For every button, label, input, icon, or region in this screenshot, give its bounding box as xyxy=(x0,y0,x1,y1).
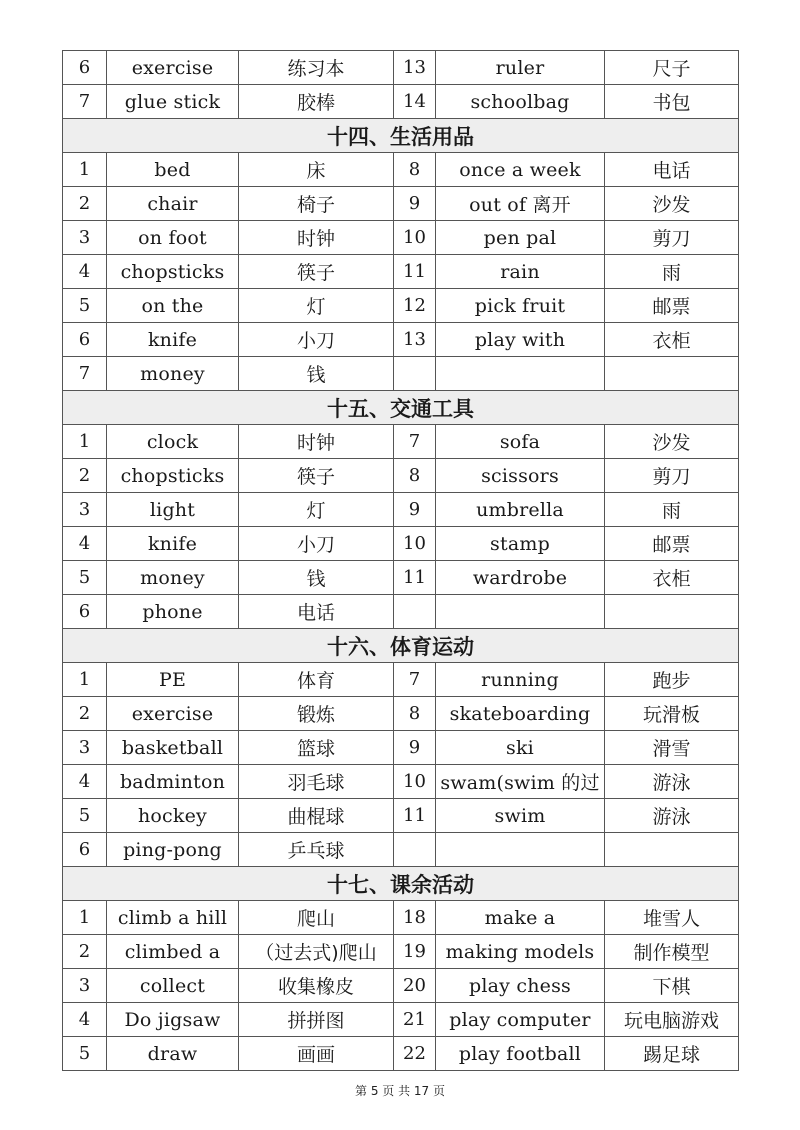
right-english-cell: swim xyxy=(436,799,605,833)
left-chinese-cell: 钱 xyxy=(239,561,394,595)
left-english-cell: money xyxy=(107,561,239,595)
table-row xyxy=(63,153,739,187)
right-chinese-cell: 游泳 xyxy=(605,799,739,833)
right-chinese-cell: 剪刀 xyxy=(605,221,739,255)
table-row xyxy=(63,833,739,867)
right-english-cell xyxy=(436,357,605,391)
left-english-cell: chopsticks xyxy=(107,459,239,493)
right-chinese-cell xyxy=(605,833,739,867)
vocabulary-table xyxy=(62,50,739,1071)
right-chinese-cell: 衣柜 xyxy=(605,561,739,595)
right-chinese-cell: 尺子 xyxy=(605,51,739,85)
left-chinese-cell: 画画 xyxy=(239,1037,394,1071)
left-chinese-cell: 灯 xyxy=(239,289,394,323)
page-footer: 第 5 页 共 17 页 xyxy=(355,1084,445,1098)
section-title: 十七、课余活动 xyxy=(63,867,739,901)
left-chinese-cell: （过去式)爬山 xyxy=(239,935,394,969)
right-chinese-cell: 堆雪人 xyxy=(605,901,739,935)
right-chinese-cell: 电话 xyxy=(605,153,739,187)
right-chinese-cell: 玩滑板 xyxy=(605,697,739,731)
right-english-cell: play football xyxy=(436,1037,605,1071)
right-english-cell: pick fruit xyxy=(436,289,605,323)
table-row xyxy=(63,765,739,799)
right-english-cell: scissors xyxy=(436,459,605,493)
left-chinese-cell: 椅子 xyxy=(239,187,394,221)
left-chinese-cell: 拼拼图 xyxy=(239,1003,394,1037)
left-english-cell: draw xyxy=(107,1037,239,1071)
right-number-cell: 7 xyxy=(394,425,436,459)
left-number-cell: 4 xyxy=(63,255,107,289)
left-number-cell: 6 xyxy=(63,51,107,85)
left-number-cell: 2 xyxy=(63,459,107,493)
right-chinese-cell: 书包 xyxy=(605,85,739,119)
right-chinese-cell: 邮票 xyxy=(605,527,739,561)
right-number-cell xyxy=(394,595,436,629)
right-english-cell: making models xyxy=(436,935,605,969)
right-chinese-cell: 沙发 xyxy=(605,425,739,459)
vocabulary-table-body xyxy=(63,51,739,1071)
left-chinese-cell: 篮球 xyxy=(239,731,394,765)
left-number-cell: 5 xyxy=(63,799,107,833)
left-number-cell: 1 xyxy=(63,153,107,187)
table-row xyxy=(63,459,739,493)
right-english-cell: skateboarding xyxy=(436,697,605,731)
left-chinese-cell: 乒乓球 xyxy=(239,833,394,867)
right-english-cell: schoolbag xyxy=(436,85,605,119)
left-english-cell: Do jigsaw xyxy=(107,1003,239,1037)
right-number-cell xyxy=(394,357,436,391)
right-english-cell: ski xyxy=(436,731,605,765)
left-chinese-cell: 电话 xyxy=(239,595,394,629)
left-number-cell: 4 xyxy=(63,1003,107,1037)
table-row xyxy=(63,697,739,731)
left-chinese-cell: 体育 xyxy=(239,663,394,697)
left-number-cell: 5 xyxy=(63,1037,107,1071)
right-english-cell: play chess xyxy=(436,969,605,1003)
left-english-cell: hockey xyxy=(107,799,239,833)
left-number-cell: 3 xyxy=(63,221,107,255)
right-number-cell: 10 xyxy=(394,527,436,561)
left-chinese-cell: 床 xyxy=(239,153,394,187)
right-number-cell: 13 xyxy=(394,323,436,357)
left-chinese-cell: 小刀 xyxy=(239,323,394,357)
table-row xyxy=(63,663,739,697)
right-number-cell: 8 xyxy=(394,153,436,187)
right-chinese-cell: 滑雪 xyxy=(605,731,739,765)
section-header-row xyxy=(63,867,739,901)
right-english-cell: wardrobe xyxy=(436,561,605,595)
right-number-cell: 10 xyxy=(394,765,436,799)
table-row xyxy=(63,187,739,221)
left-number-cell: 4 xyxy=(63,765,107,799)
left-english-cell: phone xyxy=(107,595,239,629)
table-row xyxy=(63,561,739,595)
section-header-row xyxy=(63,119,739,153)
section-header-row xyxy=(63,391,739,425)
left-english-cell: clock xyxy=(107,425,239,459)
left-number-cell: 4 xyxy=(63,527,107,561)
left-english-cell: collect xyxy=(107,969,239,1003)
left-english-cell: on the xyxy=(107,289,239,323)
right-chinese-cell: 制作模型 xyxy=(605,935,739,969)
left-english-cell: chopsticks xyxy=(107,255,239,289)
section-title: 十五、交通工具 xyxy=(63,391,739,425)
left-english-cell: knife xyxy=(107,323,239,357)
right-number-cell: 20 xyxy=(394,969,436,1003)
table-row xyxy=(63,221,739,255)
left-english-cell: on foot xyxy=(107,221,239,255)
table-row xyxy=(63,527,739,561)
right-chinese-cell: 雨 xyxy=(605,255,739,289)
right-number-cell: 9 xyxy=(394,493,436,527)
left-number-cell: 2 xyxy=(63,697,107,731)
left-number-cell: 3 xyxy=(63,493,107,527)
right-chinese-cell: 雨 xyxy=(605,493,739,527)
right-chinese-cell: 跑步 xyxy=(605,663,739,697)
left-english-cell: glue stick xyxy=(107,85,239,119)
right-number-cell: 8 xyxy=(394,697,436,731)
right-english-cell xyxy=(436,595,605,629)
left-number-cell: 7 xyxy=(63,357,107,391)
left-chinese-cell: 钱 xyxy=(239,357,394,391)
left-chinese-cell: 曲棍球 xyxy=(239,799,394,833)
table-row xyxy=(63,493,739,527)
right-english-cell: stamp xyxy=(436,527,605,561)
table-row xyxy=(63,51,739,85)
left-english-cell: exercise xyxy=(107,51,239,85)
table-row xyxy=(63,595,739,629)
right-number-cell: 10 xyxy=(394,221,436,255)
right-number-cell: 7 xyxy=(394,663,436,697)
left-english-cell: light xyxy=(107,493,239,527)
right-number-cell: 11 xyxy=(394,561,436,595)
table-row xyxy=(63,425,739,459)
table-row xyxy=(63,85,739,119)
left-english-cell: ping-pong xyxy=(107,833,239,867)
right-number-cell: 12 xyxy=(394,289,436,323)
section-header-row xyxy=(63,629,739,663)
right-english-cell: pen pal xyxy=(436,221,605,255)
table-row xyxy=(63,799,739,833)
left-chinese-cell: 羽毛球 xyxy=(239,765,394,799)
left-number-cell: 2 xyxy=(63,935,107,969)
left-english-cell: chair xyxy=(107,187,239,221)
left-chinese-cell: 时钟 xyxy=(239,221,394,255)
section-title: 十六、体育运动 xyxy=(63,629,739,663)
right-english-cell: swam(swim 的过 xyxy=(436,765,605,799)
table-row xyxy=(63,323,739,357)
left-chinese-cell: 锻炼 xyxy=(239,697,394,731)
left-chinese-cell: 收集橡皮 xyxy=(239,969,394,1003)
right-number-cell: 8 xyxy=(394,459,436,493)
left-number-cell: 3 xyxy=(63,969,107,1003)
left-chinese-cell: 爬山 xyxy=(239,901,394,935)
table-row xyxy=(63,731,739,765)
right-english-cell xyxy=(436,833,605,867)
right-chinese-cell: 游泳 xyxy=(605,765,739,799)
right-number-cell: 14 xyxy=(394,85,436,119)
right-chinese-cell xyxy=(605,357,739,391)
table-row xyxy=(63,935,739,969)
right-english-cell: play with xyxy=(436,323,605,357)
right-english-cell: once a week xyxy=(436,153,605,187)
right-number-cell: 22 xyxy=(394,1037,436,1071)
right-number-cell: 11 xyxy=(394,255,436,289)
left-chinese-cell: 筷子 xyxy=(239,459,394,493)
right-chinese-cell: 衣柜 xyxy=(605,323,739,357)
section-title: 十四、生活用品 xyxy=(63,119,739,153)
left-number-cell: 3 xyxy=(63,731,107,765)
left-number-cell: 2 xyxy=(63,187,107,221)
left-number-cell: 5 xyxy=(63,289,107,323)
left-chinese-cell: 时钟 xyxy=(239,425,394,459)
left-number-cell: 1 xyxy=(63,663,107,697)
right-number-cell: 18 xyxy=(394,901,436,935)
left-chinese-cell: 小刀 xyxy=(239,527,394,561)
table-row xyxy=(63,901,739,935)
right-number-cell: 21 xyxy=(394,1003,436,1037)
left-english-cell: basketball xyxy=(107,731,239,765)
right-number-cell: 13 xyxy=(394,51,436,85)
left-number-cell: 1 xyxy=(63,425,107,459)
left-english-cell: knife xyxy=(107,527,239,561)
right-english-cell: out of 离开 xyxy=(436,187,605,221)
left-number-cell: 6 xyxy=(63,323,107,357)
right-number-cell xyxy=(394,833,436,867)
right-english-cell: running xyxy=(436,663,605,697)
right-number-cell: 9 xyxy=(394,731,436,765)
right-english-cell: play computer xyxy=(436,1003,605,1037)
right-english-cell: sofa xyxy=(436,425,605,459)
left-english-cell: exercise xyxy=(107,697,239,731)
left-english-cell: climb a hill xyxy=(107,901,239,935)
left-chinese-cell: 胶棒 xyxy=(239,85,394,119)
left-number-cell: 6 xyxy=(63,595,107,629)
left-english-cell: PE xyxy=(107,663,239,697)
left-number-cell: 1 xyxy=(63,901,107,935)
right-chinese-cell: 踢足球 xyxy=(605,1037,739,1071)
left-english-cell: climbed a xyxy=(107,935,239,969)
right-chinese-cell: 玩电脑游戏 xyxy=(605,1003,739,1037)
left-number-cell: 6 xyxy=(63,833,107,867)
right-english-cell: rain xyxy=(436,255,605,289)
left-english-cell: badminton xyxy=(107,765,239,799)
left-number-cell: 5 xyxy=(63,561,107,595)
table-row xyxy=(63,289,739,323)
right-chinese-cell: 下棋 xyxy=(605,969,739,1003)
right-english-cell: ruler xyxy=(436,51,605,85)
table-row xyxy=(63,1037,739,1071)
table-row xyxy=(63,969,739,1003)
right-english-cell: umbrella xyxy=(436,493,605,527)
right-number-cell: 11 xyxy=(394,799,436,833)
left-english-cell: money xyxy=(107,357,239,391)
left-chinese-cell: 筷子 xyxy=(239,255,394,289)
right-number-cell: 19 xyxy=(394,935,436,969)
right-number-cell: 9 xyxy=(394,187,436,221)
table-row xyxy=(63,1003,739,1037)
right-chinese-cell: 邮票 xyxy=(605,289,739,323)
left-english-cell: bed xyxy=(107,153,239,187)
right-chinese-cell xyxy=(605,595,739,629)
right-chinese-cell: 沙发 xyxy=(605,187,739,221)
left-chinese-cell: 练习本 xyxy=(239,51,394,85)
left-number-cell: 7 xyxy=(63,85,107,119)
table-row xyxy=(63,255,739,289)
right-english-cell: make a xyxy=(436,901,605,935)
table-row xyxy=(63,357,739,391)
right-chinese-cell: 剪刀 xyxy=(605,459,739,493)
left-chinese-cell: 灯 xyxy=(239,493,394,527)
